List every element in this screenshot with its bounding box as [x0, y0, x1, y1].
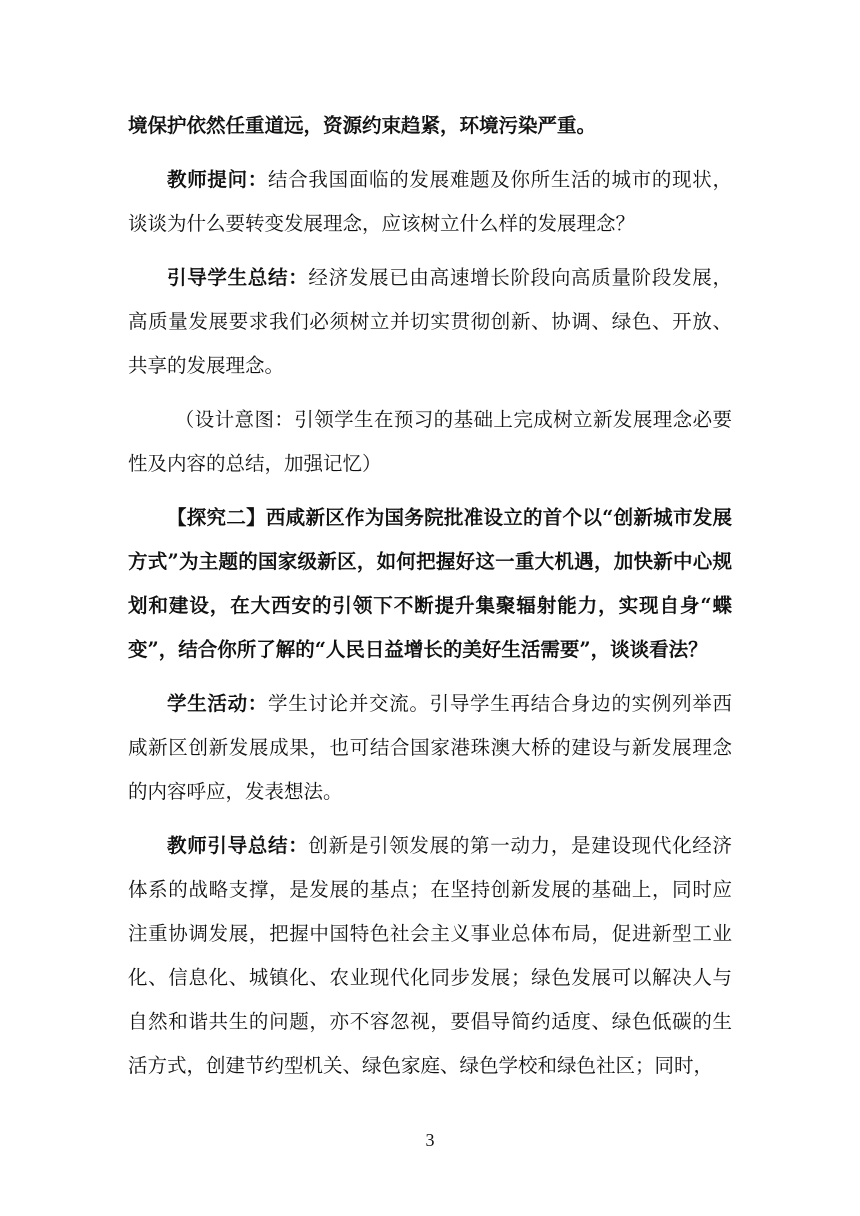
exploration-two-text: 【探究二】西咸新区作为国务院批准设立的首个以“创新城市发展方式”为主题的国家级新区，如何把握好这一重大机遇，加快新中心规划和建设，在大西安的引领下不断提升集聚辐射能力，实现自身“蝶变”，结合你所了解的“人民日益增长的美好生活需要”，谈谈看法？ [128, 506, 732, 661]
student-activity-text: 学生讨论并交流。引导学生再结合身边的实例列举西咸新区创新发展成果，也可结合国家港珠澳大桥的建设与新发展理念的内容呼应，发表想法。 [128, 692, 732, 803]
teacher-summary-text: 创新是引领发展的第一动力，是建设现代化经济体系的战略支撑，是发展的基点；在坚持创新发展的基础上，同时应注重协调发展，把握中国特色社会主义事业总体布局，促进新型工业化、信息化、城镇化、农业现代化同步发展；绿色发展可以解决人与自然和谐共生的问题，亦不容忽视，要倡导简约适度、绿色低碳的生活方式，创建节约型机关、绿色家庭、绿色学校和绿色社区；同时， [128, 834, 732, 1077]
paragraph-teacher-question [128, 158, 732, 246]
page-body [128, 104, 732, 1088]
teacher-question-text: 结合我国面临的发展难题及你所生活的城市的现状，谈谈为什么要转变发展理念，应该树立什么样的发展理念？ [128, 168, 732, 235]
paragraph-guide-summary [128, 256, 732, 388]
paragraph-exploration-two [128, 496, 732, 672]
guide-summary-text: 经济发展已由高速增长阶段向高质量阶段发展，高质量发展要求我们必须树立并切实贯彻创新、协调、绿色、开放、共享的发展理念。 [128, 266, 732, 377]
page-number: 3 [425, 1130, 435, 1150]
guide-summary-label: 引导学生总结： [167, 266, 309, 289]
paragraph-continuation [128, 104, 732, 148]
paragraph-teacher-summary [128, 824, 732, 1088]
design-intent-text: （设计意图：引领学生在预习的基础上完成树立新发展理念必要性及内容的总结，加强记忆） [128, 408, 732, 475]
teacher-question-label: 教师提问： [167, 168, 269, 191]
paragraph-text: 境保护依然任重道远，资源约束趋紧，环境污染严重。 [128, 114, 597, 137]
paragraph-student-activity [128, 682, 732, 814]
student-activity-label: 学生活动： [167, 692, 269, 715]
teacher-summary-label: 教师引导总结： [167, 834, 309, 857]
paragraph-design-intent [128, 398, 732, 486]
